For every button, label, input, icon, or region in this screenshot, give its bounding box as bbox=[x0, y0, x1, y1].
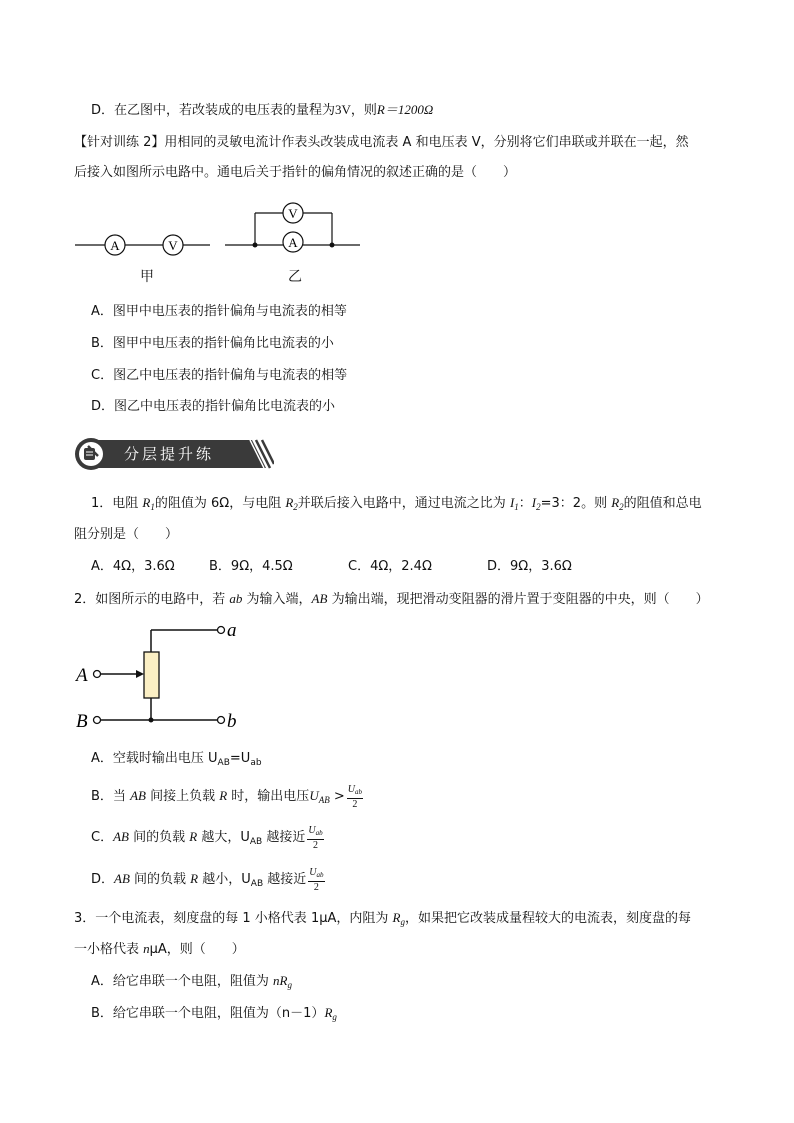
fraction-uab-over-2: $\frac{U_{ab}}{2}$ bbox=[308, 824, 323, 851]
figure-yi-label: 乙 bbox=[288, 269, 302, 285]
q3-option-a: A．给它串联一个电阻，阻值为 $nR_g$ bbox=[91, 973, 292, 990]
training2-tag: 【针对训练 2】 bbox=[74, 135, 165, 150]
q1-line1: 1．电阻 $R_1$的阻值为 6Ω，与电阻 $R_2$并联后接入电路中，通过电流之比为 $I_1$：$I_2=3$：2。则 $R_2$的阻值和总电 bbox=[91, 495, 702, 512]
section-banner-title: 分层提升练 bbox=[124, 445, 215, 463]
q2-option-c: C．AB 间的负载 R 越大，$U_{AB}$ 越接近 $\frac{U_{ab}}{2}$ bbox=[91, 824, 323, 851]
q2-option-d: D．AB 间的负载 R 越小，$U_{AB}$ 越接近 $\frac{U_{ab}}{2}$ bbox=[91, 866, 324, 893]
q2-stem: 2．如图所示的电路中，若 ab 为输入端，AB 为输出端，现把滑动变阻器的滑片置于变阻器的中央，则（ ） bbox=[74, 591, 709, 607]
q1-option-d: D．9Ω，3.6Ω bbox=[487, 559, 572, 574]
q3-option-b: B．给它串联一个电阻，阻值为$(n-1)R_g$ bbox=[91, 1005, 337, 1022]
fraction-uab-over-2: $\frac{U_{ab}}{2}$ bbox=[309, 866, 324, 893]
training2-option-d: D．图乙中电压表的指针偏角比电流表的小 bbox=[91, 399, 336, 414]
svg-text:A: A bbox=[110, 238, 120, 253]
q2-option-a: A．空载时输出电压 $U_{AB}=U_{ab}$ bbox=[91, 751, 262, 768]
q3-line1: 3．一个电流表，刻度盘的每 1 小格代表 1μA，内阻为 $R_g$，如果把它改装成量程较大的电流表，刻度盘的每 bbox=[74, 910, 691, 927]
fraction-uab-over-2: $\frac{U_{ab}}{2}$ bbox=[347, 783, 362, 810]
training2-line1: 【针对训练 2】用相同的灵敏电流计作表头改装成电流表 A 和电压表 V，分别将它们串联或并联在一起，然 bbox=[74, 135, 689, 150]
q1-option-c: C．4Ω，2.4Ω bbox=[348, 559, 432, 574]
q3-line2: 一小格代表 nμA，则（ ） bbox=[74, 941, 245, 957]
terminal-B-label: B bbox=[76, 711, 88, 732]
rheostat-resistor bbox=[144, 652, 159, 698]
rheostat-circuit-figure bbox=[70, 615, 250, 740]
svg-text:A: A bbox=[288, 235, 298, 250]
figure-jia bbox=[75, 235, 210, 255]
section-banner bbox=[74, 437, 274, 471]
figure-yi bbox=[225, 203, 360, 252]
training2-line2: 后接入如图所示电路中。通电后关于指针的偏角情况的叙述正确的是（ ） bbox=[74, 165, 517, 180]
training2-option-c: C．图乙中电压表的指针偏角与电流表的相等 bbox=[91, 368, 348, 383]
figure-jia-label: 甲 bbox=[140, 269, 154, 285]
terminal-b-label: b bbox=[227, 711, 237, 732]
q1-option-b: B．9Ω，4.5Ω bbox=[209, 559, 293, 574]
terminal-A-label: A bbox=[76, 665, 88, 686]
circuit-figure-jia-yi bbox=[70, 196, 370, 291]
svg-text:V: V bbox=[168, 238, 178, 253]
terminal-a-label: a bbox=[227, 620, 237, 641]
training2-option-a: A．图甲中电压表的指针偏角与电流表的相等 bbox=[91, 304, 347, 319]
training2-option-b: B．图甲中电压表的指针偏角比电流表的小 bbox=[91, 336, 334, 351]
prev-option-d: D．在乙图中，若改装成的电压表的量程为3V，则R＝1200Ω bbox=[91, 102, 434, 118]
svg-text:V: V bbox=[288, 206, 298, 221]
q1-line2: 阻分别是（ ） bbox=[74, 527, 179, 542]
q2-option-b: B．当 AB 间接上负载 R 时，输出电压$U_{AB}$ > $\frac{U_{ab}}{2}$ bbox=[91, 783, 362, 810]
q1-option-a: A．4Ω，3.6Ω bbox=[91, 559, 175, 574]
